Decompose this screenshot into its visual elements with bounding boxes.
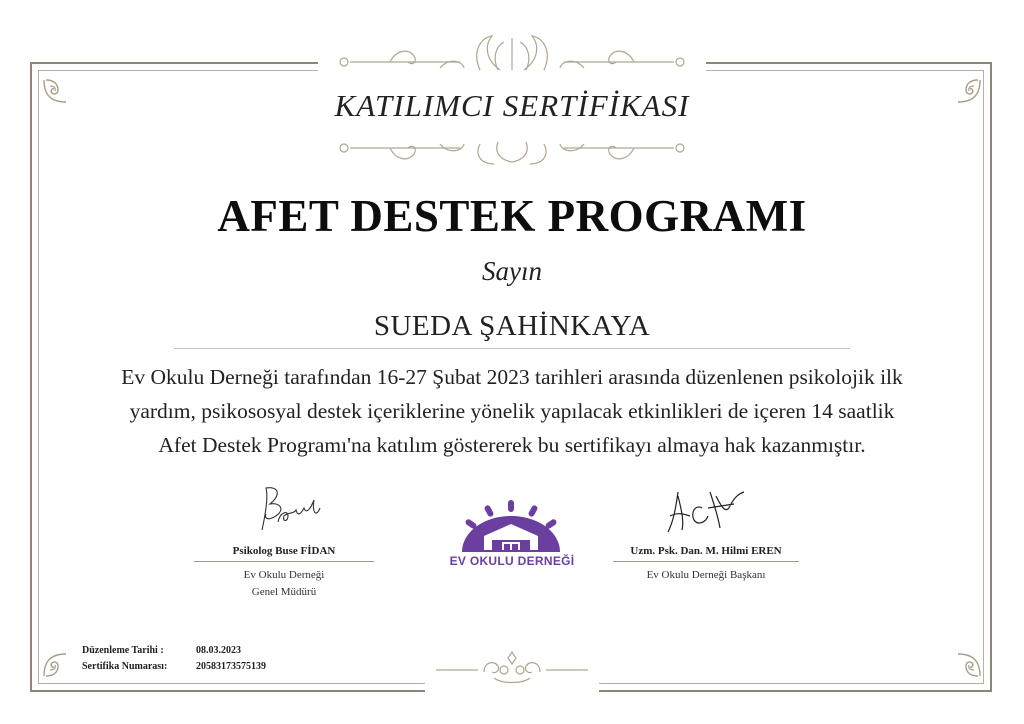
issue-date-label: Düzenleme Tarihi : [82,645,164,656]
right-signatory-title: Ev Okulu Derneği Başkanı [646,569,766,581]
issue-date-value: 08.03.2023 [196,645,241,656]
greeting-text: Sayın [482,256,542,286]
corner-flourish-bottom-right-icon [944,648,984,680]
left-signatory-name: Psikolog Buse FİDAN [232,545,336,557]
left-signature-block [194,545,374,601]
certificate-subtitle: KATILIMCI SERTİFİKASI [334,88,690,123]
left-signature-line [194,561,374,562]
top-header-ornament-icon [330,30,694,82]
certificate-title: AFET DESTEK PROGRAMI [217,191,807,241]
corner-flourish-bottom-left-icon [40,648,80,680]
body-line-3: Afet Destek Programı'na katılım göstererek bu sertifikayı almaya hak kazanmıştır. [158,433,866,457]
left-signature-icon [248,482,328,538]
recipient-name: SUEDA ŞAHİNKAYA [373,310,651,342]
left-signatory-title: Genel Müdürü [251,586,317,598]
right-signature-line [613,561,799,562]
body-line-2: yardım, psikososyal destek içeriklerine yönelik yapılacak etkinlikleri de içeren 14 saatlik [129,399,895,423]
left-signatory-org: Ev Okulu Derneği [243,569,325,581]
right-signatory-name: Uzm. Psk. Dan. M. Hilmi EREN [630,545,782,557]
subtitle-underline-ornament-icon [330,130,694,170]
right-signature-block [613,545,799,584]
right-signature-icon [660,486,760,538]
logo-text: EV OKULU DERNEĞİ [449,554,575,568]
recipient-underline [174,348,850,349]
issue-date-row [82,645,241,656]
bottom-center-ornament-icon [432,648,592,688]
certificate-body [40,360,984,462]
certificate-number-value: 20583173575139 [196,661,266,672]
body-line-1: Ev Okulu Derneği tarafından 16-27 Şubat 2023 tarihleri arasında düzenlenen psikolojik ilk [121,365,903,389]
certificate-number-label: Sertifika Numarası: [82,661,168,672]
ev-okulu-logo-icon [448,496,576,556]
certificate-number-row [82,661,266,672]
